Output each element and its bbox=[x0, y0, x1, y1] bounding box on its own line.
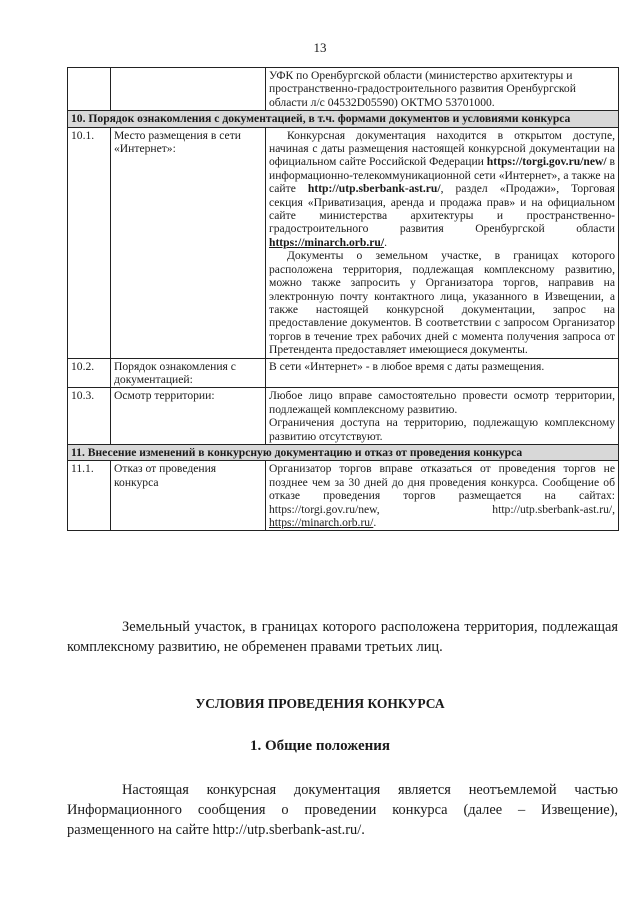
text-fragment: . bbox=[384, 235, 387, 249]
land-paragraph: Земельный участок, в границах которого расположена территория, подлежащая комплексному развитию, не обременен правами третьих лиц. bbox=[67, 619, 618, 655]
general-heading: 1. Общие положения bbox=[249, 738, 391, 754]
sberbank-link[interactable]: http://utp.sberbank-ast.ru/ bbox=[307, 182, 441, 196]
text-fragment: , раздел «Продажи», Торговая секция «Приватизация, аренда и продажа прав» и на официальном сайте министерства архитектуры и пространственно-градостроительного развития Оренбургской области bbox=[269, 182, 615, 236]
conditions-heading: УСЛОВИЯ ПРОВЕДЕНИЯ КОНКУРСА bbox=[195, 696, 445, 711]
table-row bbox=[68, 127, 619, 358]
tender-info-table bbox=[67, 67, 619, 531]
row-value: В сети «Интернет» - в любое время с даты размещения. bbox=[266, 358, 619, 388]
table-row bbox=[68, 388, 619, 445]
table-row bbox=[68, 68, 619, 111]
text-fragment: в информационно-телекоммуникационной сети «Интернет», а также на сайте bbox=[269, 155, 615, 196]
text-fragment: Конкурсная документация находится в открытом доступе, начиная с даты размещения настоящей конкурсной документации на официальном сайте Российской Федерации bbox=[269, 128, 615, 169]
cell-empty bbox=[111, 68, 266, 111]
value-paragraph bbox=[269, 462, 615, 529]
row-value bbox=[266, 127, 619, 358]
value-paragraph: Документы о земельном участке, в границах которого расположена территория, подлежащая комплексному развитию, можно также запросить у Организатора торгов, направив на электронную почту контактного лица, указанного в Извещении, а также настоящей конкурсной документации, запрос на предоставление документов. В соответствии с запросом Организатор торгов в течение трех рабочих дней с момента получения запроса от Претендента предоставляет имеющиеся документы. bbox=[269, 249, 615, 357]
documentation-paragraph: Настоящая конкурсная документация является неотъемлемой частью Информационного сообщения о проведении конкурса (далее – Извещение), размещенного на сайте http://utp.sberbank-ast.ru/. bbox=[67, 782, 618, 838]
row-value bbox=[266, 388, 619, 445]
section-11-title: 11. Внесение изменений в конкурсную документацию и отказ от проведения конкурса bbox=[68, 444, 619, 460]
section-10-title: 10. Порядок ознакомления с документацией, в т.ч. формами документов и условиями конкурса bbox=[68, 111, 619, 127]
row-number: 10.1. bbox=[68, 127, 111, 358]
row-label: Осмотр территории: bbox=[111, 388, 266, 445]
torgi-link[interactable]: https://torgi.gov.ru/new/ bbox=[486, 155, 607, 169]
row-label: Место размещения в сети «Интернет»: bbox=[111, 127, 266, 358]
value-paragraph: Ограничения доступа на территорию, подлежащую комплексному развитию отсутствуют. bbox=[269, 416, 615, 443]
row-number: 10.3. bbox=[68, 388, 111, 445]
row-label: Отказ от проведения конкурса bbox=[111, 461, 266, 531]
section-header-row bbox=[68, 444, 619, 460]
section-header-row bbox=[68, 111, 619, 127]
value-paragraph bbox=[269, 129, 615, 250]
minarch-link[interactable]: https://minarch.orb.ru/ bbox=[269, 235, 385, 249]
row-label: Порядок ознакомления с документацией: bbox=[111, 358, 266, 388]
text-fragment: Организатор торгов вправе отказаться от проведения торгов не позднее чем за 30 дней до дня проведения конкурса. Сообщение об отказе проведения торгов размещается на сайтах: https://torgi.gov.ru/new, http://utp.sberbank-ast.ru/, bbox=[269, 462, 615, 516]
minarch-link[interactable]: https://minarch.orb.ru/ bbox=[269, 516, 374, 529]
row-number: 10.2. bbox=[68, 358, 111, 388]
row-number: 11.1. bbox=[68, 461, 111, 531]
page-number: 13 bbox=[313, 40, 327, 55]
text-fragment: . bbox=[373, 516, 377, 529]
cell-empty bbox=[68, 68, 111, 111]
table-row bbox=[68, 358, 619, 388]
row-value bbox=[266, 461, 619, 531]
payment-details-cell: УФК по Оренбургской области (министерство архитектуры и пространственно-градостроительного развития Оренбургской области л/с 04532D05590) ОКТМО 53701000. bbox=[266, 68, 619, 111]
table-row bbox=[68, 461, 619, 531]
value-paragraph: Любое лицо вправе самостоятельно провести осмотр территории, подлежащей комплексному развитию. bbox=[269, 389, 615, 416]
